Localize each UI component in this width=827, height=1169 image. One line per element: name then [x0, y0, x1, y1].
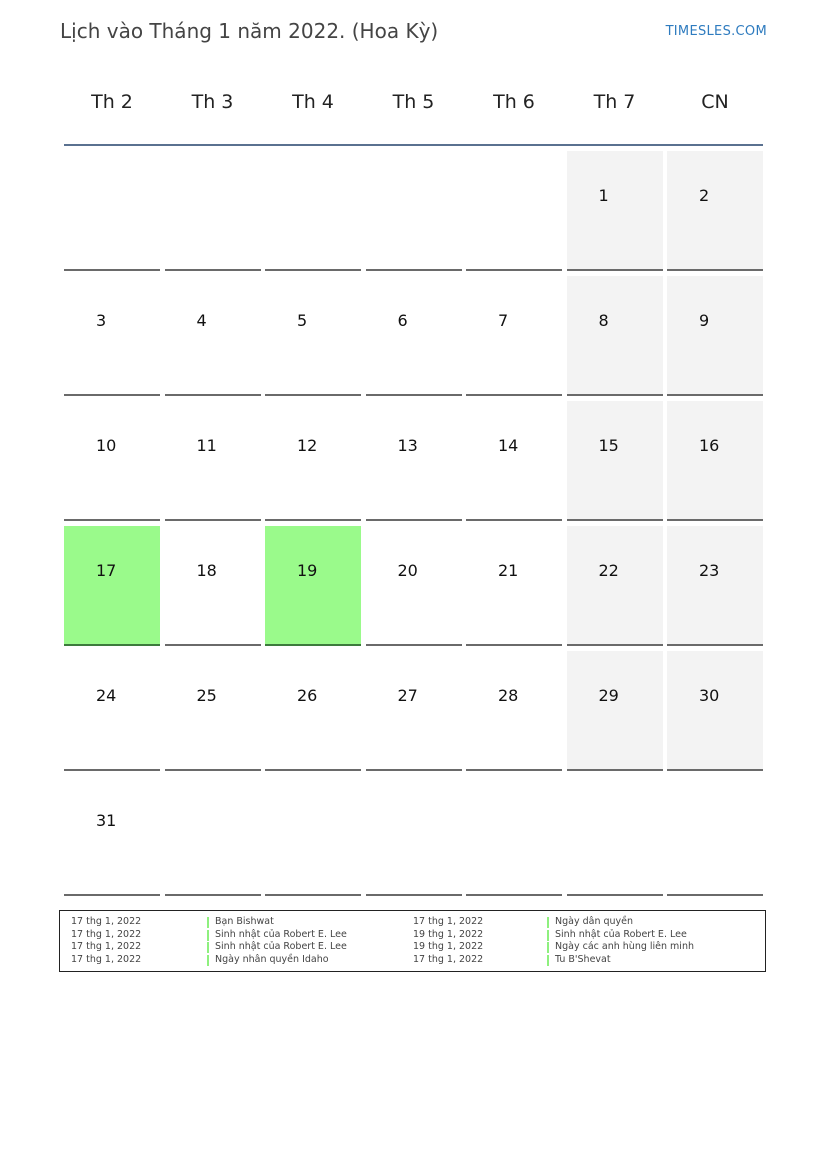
day-number: 30 [699, 686, 720, 705]
empty-day-cell [466, 776, 562, 896]
calendar-grid [64, 60, 763, 896]
holiday-legend [59, 910, 766, 972]
day-number: 9 [699, 311, 710, 330]
empty-day-cell [466, 151, 562, 271]
day-cell [466, 401, 562, 521]
legend-holiday-name: Sinh nhật của Robert E. Lee [215, 928, 347, 940]
day-cell [667, 651, 763, 771]
day-cell [265, 276, 361, 396]
weekday-label-wed: Th 4 [292, 91, 334, 113]
legend-holiday-name: Ngày dân quyền [555, 916, 634, 927]
day-number: 11 [196, 436, 217, 455]
day-cell [466, 526, 562, 646]
day-cell [265, 401, 361, 521]
day-number: 28 [498, 686, 519, 705]
day-cell [567, 276, 663, 396]
day-cell [64, 401, 160, 521]
day-cell [366, 276, 462, 396]
empty-day-cell [366, 776, 462, 896]
day-cell [165, 276, 261, 396]
weekday-label-mon: Th 2 [91, 91, 133, 113]
calendar-week [64, 771, 763, 896]
calendar-week [64, 146, 763, 271]
legend-date: 17 thg 1, 2022 [71, 916, 142, 927]
day-cell [64, 651, 160, 771]
day-cell [265, 526, 361, 646]
day-number: 20 [397, 561, 418, 580]
legend-marker [547, 955, 549, 966]
day-cell [567, 151, 663, 271]
legend-holiday-name: Tu B'Shevat [555, 953, 611, 965]
legend-item [60, 941, 765, 953]
day-number: 14 [498, 436, 519, 455]
weekday-label-tue: Th 3 [191, 91, 234, 113]
legend-date: 17 thg 1, 2022 [71, 941, 142, 953]
day-number: 8 [598, 311, 609, 330]
day-number: 5 [297, 311, 308, 330]
legend-date: 17 thg 1, 2022 [71, 953, 142, 965]
weekday-label-sat: Th 7 [593, 91, 636, 113]
empty-day-cell [265, 151, 361, 271]
weekday-header [64, 60, 763, 144]
legend-holiday-name: Sinh nhật của Robert E. Lee [215, 941, 347, 953]
legend-item [60, 954, 765, 966]
legend-item [60, 929, 765, 941]
weekday-label-sun: CN [701, 91, 729, 113]
day-number: 29 [598, 686, 619, 705]
calendar-week [64, 271, 763, 396]
day-number: 12 [297, 436, 318, 455]
day-number: 7 [498, 311, 509, 330]
day-cell [165, 526, 261, 646]
legend-holiday-name: Ngày các anh hùng liên minh [555, 941, 694, 953]
legend-marker [547, 917, 549, 928]
legend-date: 19 thg 1, 2022 [413, 928, 484, 940]
day-cell [366, 526, 462, 646]
day-number: 10 [96, 436, 117, 455]
empty-day-cell [165, 776, 261, 896]
empty-day-cell [567, 776, 663, 896]
day-number: 17 [96, 561, 117, 580]
day-number: 19 [297, 561, 318, 580]
day-cell [667, 276, 763, 396]
day-number: 31 [96, 811, 117, 830]
day-cell [567, 401, 663, 521]
day-cell [567, 526, 663, 646]
day-number: 15 [598, 436, 619, 455]
brand-link[interactable]: TIMESLES.COM [665, 24, 767, 39]
legend-date: 19 thg 1, 2022 [413, 941, 484, 953]
day-cell [64, 526, 160, 646]
day-cell [64, 776, 160, 896]
day-number: 2 [699, 186, 710, 205]
day-cell [265, 651, 361, 771]
calendar-week [64, 521, 763, 646]
calendar-week [64, 646, 763, 771]
empty-day-cell [165, 151, 261, 271]
day-cell [667, 151, 763, 271]
empty-day-cell [64, 151, 160, 271]
day-cell [165, 651, 261, 771]
weekday-label-thu: Th 5 [392, 91, 435, 113]
legend-holiday-name: Bạn Bishwat [215, 916, 274, 927]
legend-date: 17 thg 1, 2022 [413, 916, 484, 927]
day-cell [366, 651, 462, 771]
empty-day-cell [366, 151, 462, 271]
legend-holiday-name: Sinh nhật của Robert E. Lee [555, 928, 687, 940]
page-title: Lịch vào Tháng 1 năm 2022. (Hoa Kỳ) [60, 19, 439, 43]
empty-day-cell [667, 776, 763, 896]
day-number: 22 [598, 561, 619, 580]
empty-day-cell [265, 776, 361, 896]
day-cell [466, 651, 562, 771]
day-number: 1 [598, 186, 609, 205]
day-number: 16 [699, 436, 720, 455]
day-cell [466, 276, 562, 396]
legend-marker [547, 942, 549, 953]
day-number: 27 [397, 686, 418, 705]
day-number: 26 [297, 686, 318, 705]
day-cell [667, 526, 763, 646]
day-number: 18 [196, 561, 217, 580]
day-number: 25 [196, 686, 217, 705]
weekday-label-fri: Th 6 [493, 91, 535, 113]
legend-date: 17 thg 1, 2022 [71, 928, 142, 940]
day-number: 6 [397, 311, 408, 330]
day-number: 4 [196, 311, 207, 330]
day-number: 21 [498, 561, 519, 580]
day-number: 23 [699, 561, 720, 580]
day-cell [64, 276, 160, 396]
day-cell [667, 401, 763, 521]
day-cell [165, 401, 261, 521]
legend-marker [547, 930, 549, 941]
legend-item [60, 916, 765, 928]
day-cell [567, 651, 663, 771]
day-cell [366, 401, 462, 521]
legend-holiday-name: Ngày nhân quyền Idaho [215, 953, 329, 965]
calendar-weeks [64, 146, 763, 896]
legend-date: 17 thg 1, 2022 [413, 953, 484, 965]
calendar-week [64, 396, 763, 521]
day-number: 13 [397, 436, 418, 455]
day-number: 3 [96, 311, 107, 330]
day-number: 24 [96, 686, 117, 705]
